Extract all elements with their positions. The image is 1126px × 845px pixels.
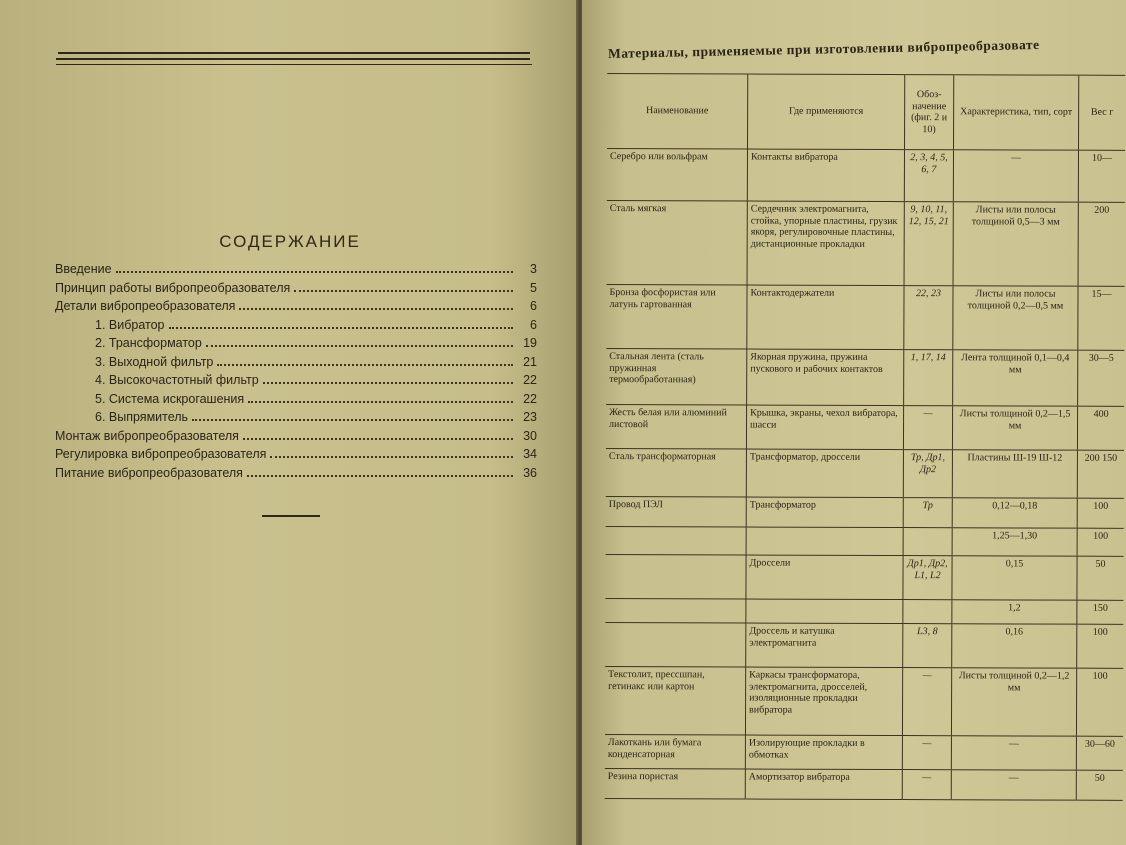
- toc-leader-dots: [217, 363, 513, 366]
- toc-leader-dots: [116, 270, 513, 273]
- toc-entry-page: 21: [523, 354, 537, 369]
- toc-entry-label: 4. Высокочастотный фильтр: [95, 373, 259, 387]
- table-row: [606, 497, 1124, 529]
- material-name-cell: Сталь мягкая: [607, 201, 748, 285]
- table-of-contents: [55, 262, 537, 484]
- characteristic-cell: Листы или полосы толщиной 0,5—3 мм: [953, 202, 1078, 286]
- weight-cell: 10—: [1078, 150, 1125, 202]
- designation-cell: Др1, Др2, L1, L2: [903, 556, 952, 600]
- table-row: [605, 599, 1123, 625]
- toc-leader-dots: [192, 418, 513, 421]
- toc-entry-label: Детали вибропреобразователя: [55, 299, 236, 313]
- header-weight: Вес г: [1079, 75, 1126, 150]
- toc-entry-label: Питание вибропреобразователя: [55, 465, 243, 480]
- table-row: [606, 527, 1124, 557]
- weight-cell: 50: [1076, 770, 1123, 800]
- weight-cell: 200: [1078, 202, 1125, 286]
- weight-cell: 30—5: [1078, 350, 1125, 406]
- toc-entry-label: 3. Выходной фильтр: [95, 354, 214, 369]
- weight-cell: 400: [1077, 406, 1124, 450]
- toc-entry-label: 5. Система искрогашения: [95, 391, 245, 406]
- table-row: [606, 449, 1124, 499]
- right-page: [582, 0, 1126, 845]
- toc-entry-page: 22: [523, 373, 537, 387]
- material-name-cell: [606, 527, 747, 555]
- table-row: [605, 667, 1123, 737]
- toc-entry: [55, 410, 537, 429]
- designation-cell: —: [903, 406, 952, 450]
- toc-entry-page: 36: [523, 465, 537, 480]
- usage-cell: [746, 599, 903, 624]
- toc-title: СОДЕРЖАНИЕ: [219, 232, 361, 251]
- designation-cell: L3, 8: [903, 624, 952, 668]
- usage-cell: Изолирующие прокладки в обмотках: [745, 735, 902, 770]
- toc-entry-label: 6. Выпрямитель: [95, 410, 189, 424]
- characteristic-cell: Листы толщиной 0,2—1,5 мм: [952, 406, 1077, 450]
- designation-cell: Тр, Др1, Др2: [903, 450, 952, 498]
- designation-cell: [903, 600, 952, 624]
- table-row: [606, 349, 1124, 407]
- weight-cell: 100: [1077, 528, 1124, 556]
- toc-entry: [55, 466, 537, 485]
- toc-entry: [55, 336, 537, 355]
- material-name-cell: [605, 623, 746, 667]
- designation-cell: —: [902, 770, 951, 800]
- designation-cell: 1, 17, 14: [904, 350, 953, 406]
- designation-cell: 22, 23: [904, 286, 953, 350]
- toc-leader-dots: [248, 400, 513, 403]
- characteristic-cell: —: [953, 150, 1078, 202]
- weight-cell: 50: [1077, 556, 1124, 600]
- table-row: [605, 555, 1123, 601]
- material-name-cell: Сталь трансформаторная: [606, 449, 747, 497]
- weight-cell: 200 150: [1077, 450, 1124, 498]
- toc-leader-dots: [294, 289, 513, 292]
- material-name-cell: Провод ПЭЛ: [606, 497, 747, 527]
- material-name-cell: Жесть белая или алюминий листовой: [606, 405, 747, 449]
- toc-entry-page: 30: [523, 428, 537, 443]
- usage-cell: Каркасы трансформатора, электромагнита, дросселей, изоляционные прокладки вибратора: [745, 667, 902, 736]
- table-row: [605, 769, 1123, 801]
- characteristic-cell: —: [951, 736, 1076, 770]
- materials-table: [605, 73, 1126, 801]
- table-header-row: [607, 74, 1125, 151]
- toc-entry: [55, 299, 537, 318]
- usage-cell: Контактодержатели: [747, 285, 904, 350]
- usage-cell: Дроссели: [746, 555, 903, 600]
- material-name-cell: [605, 599, 746, 623]
- toc-entry-label: 2. Трансформатор: [95, 336, 202, 350]
- toc-entry: [55, 392, 537, 411]
- material-name-cell: [605, 555, 746, 599]
- toc-entry: [55, 281, 537, 300]
- header-name: Наименование: [607, 74, 748, 149]
- designation-cell: Тр: [903, 498, 952, 528]
- toc-entry-label: Принцип работы вибропреобразователя: [55, 280, 291, 295]
- toc-entry-page: 6: [530, 317, 537, 332]
- toc-entry-label: Введение: [55, 262, 112, 276]
- header-where: Где применяются: [748, 74, 905, 150]
- usage-cell: Трансформатор, дроссели: [746, 449, 903, 498]
- end-mark: [262, 515, 320, 517]
- material-name-cell: Стальная лента (сталь пружинная термообработанная): [606, 349, 747, 405]
- usage-cell: Сердечник электромагнита, стойка, упорные пластины, грузик якоря, регулировочные пластины, дистанционные прокладки: [747, 201, 904, 286]
- material-name-cell: Лакоткань или бумага конденсаторная: [605, 735, 746, 769]
- top-rule-3: [56, 64, 532, 65]
- characteristic-cell: Лента толщиной 0,1—0,4 мм: [953, 350, 1078, 406]
- toc-leader-dots: [239, 307, 513, 310]
- toc-entry-label: Регулировка вибропреобразователя: [55, 447, 267, 461]
- materials-table-body: [605, 149, 1125, 801]
- toc-leader-dots: [243, 437, 513, 440]
- toc-leader-dots: [270, 455, 513, 458]
- toc-leader-dots: [263, 381, 513, 384]
- characteristic-cell: 0,16: [952, 624, 1077, 668]
- toc-leader-dots: [206, 344, 513, 347]
- toc-entry-page: 6: [530, 299, 537, 313]
- characteristic-cell: Листы толщиной 0,2—1,2 мм: [951, 668, 1076, 736]
- toc-entry-page: 34: [523, 447, 537, 461]
- table-row: [605, 623, 1123, 669]
- toc-leader-dots: [247, 474, 513, 477]
- materials-title: Материалы, применяемые при изготовлении вибропреобразовате: [607, 36, 1040, 61]
- toc-entry: [55, 318, 537, 337]
- table-row: [607, 149, 1125, 203]
- material-name-cell: Текстолит, прессшпан, гетинакс или картон: [605, 667, 746, 735]
- toc-entry: [55, 429, 537, 448]
- material-name-cell: Резина пористая: [605, 769, 746, 799]
- designation-cell: 2, 3, 4, 5, 6, 7: [904, 150, 953, 202]
- table-row: [606, 285, 1124, 351]
- usage-cell: Дроссель и катушка электромагнита: [746, 623, 903, 668]
- designation-cell: —: [902, 736, 951, 770]
- designation-cell: —: [902, 668, 951, 736]
- designation-cell: [903, 528, 952, 556]
- weight-cell: 15—: [1078, 286, 1125, 350]
- characteristic-cell: 1,25—1,30: [952, 528, 1077, 556]
- characteristic-cell: —: [951, 770, 1076, 800]
- usage-cell: Контакты вибратора: [747, 149, 904, 202]
- toc-entry-label: 1. Вибратор: [95, 317, 165, 332]
- material-name-cell: Бронза фосфористая или латунь гартованная: [606, 285, 747, 349]
- toc-entry-page: 3: [530, 262, 537, 276]
- toc-entry-page: 19: [523, 336, 537, 350]
- table-row: [607, 201, 1125, 287]
- table-row: [606, 405, 1124, 451]
- usage-cell: [746, 527, 903, 556]
- materials-table-wrap: [605, 73, 1126, 801]
- top-rule-2: [56, 58, 530, 60]
- toc-entry-page: 23: [523, 410, 537, 424]
- designation-cell: 9, 10, 11, 12, 15, 21: [904, 202, 953, 286]
- material-name-cell: Серебро или вольфрам: [607, 149, 748, 201]
- header-characteristic: Характеристика, тип, сорт: [954, 75, 1079, 150]
- toc-entry: [55, 447, 537, 466]
- weight-cell: 100: [1077, 498, 1124, 528]
- toc-leader-dots: [169, 326, 514, 329]
- table-row: [605, 735, 1123, 771]
- characteristic-cell: Листы или полосы толщиной 0,2—0,5 мм: [953, 286, 1078, 350]
- characteristic-cell: 0,15: [952, 556, 1077, 600]
- weight-cell: 100: [1076, 668, 1123, 736]
- usage-cell: Якорная пружина, пружина пускового и рабочих контактов: [747, 349, 904, 406]
- toc-entry: [55, 262, 537, 281]
- header-designation: Обоз- начение (фиг. 2 и 10): [905, 75, 954, 150]
- characteristic-cell: 1,2: [952, 600, 1077, 624]
- toc-entry-page: 22: [523, 391, 537, 406]
- usage-cell: Трансформатор: [746, 497, 903, 528]
- usage-cell: Крышка, экраны, чехол вибратора, шасси: [746, 405, 903, 450]
- toc-entry: [55, 355, 537, 374]
- characteristic-cell: Пластины Ш-19 Ш-12: [952, 450, 1077, 498]
- toc-entry-label: Монтаж вибропреобразователя: [55, 428, 239, 443]
- weight-cell: 30—60: [1076, 736, 1123, 770]
- weight-cell: 150: [1077, 600, 1124, 624]
- toc-entry-page: 5: [530, 280, 537, 295]
- toc-entry: [55, 373, 537, 392]
- characteristic-cell: 0,12—0,18: [952, 498, 1077, 528]
- weight-cell: 100: [1077, 624, 1124, 668]
- top-rule-1: [58, 52, 530, 54]
- usage-cell: Амортизатор вибратора: [745, 769, 902, 800]
